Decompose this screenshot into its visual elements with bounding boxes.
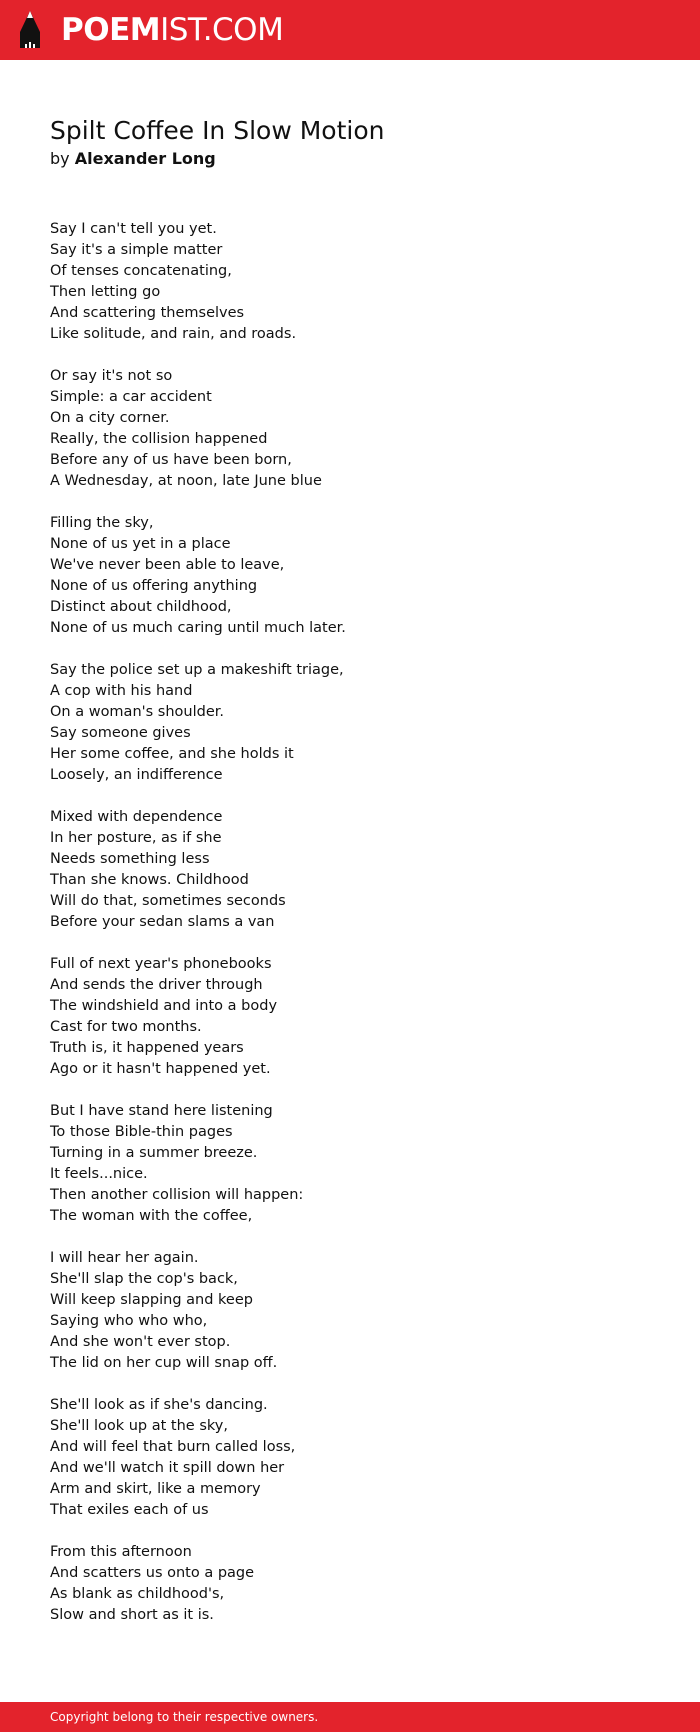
- poem-line: As blank as childhood's,: [50, 1586, 225, 1602]
- poem-line: The windshield and into a body: [50, 998, 278, 1014]
- stanza: [50, 807, 650, 933]
- poem-line: Say the police set up a makeshift triage,: [50, 662, 344, 678]
- poem-line: Simple: a car accident: [50, 389, 212, 405]
- poem-line: Arm and skirt, like a memory: [50, 1481, 261, 1497]
- logo-text-thin: IST.COM: [160, 12, 284, 48]
- poem-line: Like solitude, and rain, and roads.: [50, 326, 297, 342]
- poem-line: Slow and short as it is.: [50, 1607, 214, 1623]
- poem-line: Truth is, it happened years: [50, 1040, 244, 1056]
- poem-line: Her some coffee, and she holds it: [50, 746, 294, 762]
- poem-line: A Wednesday, at noon, late June blue: [50, 473, 322, 489]
- poem-line: And scatters us onto a page: [50, 1565, 255, 1581]
- poem-line: Mixed with dependence: [50, 809, 223, 825]
- poem-line: And we'll watch it spill down her: [50, 1460, 285, 1476]
- poem-line: Will keep slapping and keep: [50, 1292, 253, 1308]
- poem-line: Loosely, an indifference: [50, 767, 223, 783]
- pencil-icon[interactable]: [18, 10, 42, 50]
- poem-line: None of us much caring until much later.: [50, 620, 346, 636]
- site-logo[interactable]: [61, 9, 283, 51]
- poem-line: I will hear her again.: [50, 1250, 199, 1266]
- poem-line: Say it's a simple matter: [50, 242, 223, 258]
- poem-line: Will do that, sometimes seconds: [50, 893, 286, 909]
- poem-line: A cop with his hand: [50, 683, 193, 699]
- poem-line: Then letting go: [50, 284, 161, 300]
- stanza: [50, 219, 650, 345]
- site-footer: [0, 1702, 700, 1732]
- stanza: [50, 1101, 650, 1227]
- poem-line: Filling the sky,: [50, 515, 154, 531]
- poem-line: Of tenses concatenating,: [50, 263, 232, 279]
- stanza: [50, 513, 650, 639]
- poem-line: We've never been able to leave,: [50, 557, 285, 573]
- poem-line: To those Bible-thin pages: [50, 1124, 233, 1140]
- stanza: [50, 660, 650, 786]
- poem-line: None of us offering anything: [50, 578, 258, 594]
- poem-line: Full of next year's phonebooks: [50, 956, 272, 972]
- logo-text-bold: POEM: [61, 12, 161, 48]
- poem-line: Really, the collision happened: [50, 431, 268, 447]
- poem-line: Needs something less: [50, 851, 210, 867]
- poem-line: She'll look up at the sky,: [50, 1418, 228, 1434]
- poem-line: Then another collision will happen:: [50, 1187, 304, 1203]
- stanza: [50, 954, 650, 1080]
- poem-line: It feels...nice.: [50, 1166, 148, 1182]
- poem-line: The woman with the coffee,: [50, 1208, 253, 1224]
- poem-line: Before your sedan slams a van: [50, 914, 275, 930]
- stanza: [50, 1248, 650, 1374]
- stanza: [50, 366, 650, 492]
- stanza: [50, 1395, 650, 1521]
- poem-line: On a woman's shoulder.: [50, 704, 224, 720]
- poem-line: None of us yet in a place: [50, 536, 231, 552]
- poem-line: And sends the driver through: [50, 977, 263, 993]
- poem-line: Or say it's not so: [50, 368, 173, 384]
- poem-line: From this afternoon: [50, 1544, 192, 1560]
- poem-line: And she won't ever stop.: [50, 1334, 231, 1350]
- stanza: [50, 1542, 650, 1626]
- poem-line: Say someone gives: [50, 725, 191, 741]
- poem-line: She'll look as if she's dancing.: [50, 1397, 268, 1413]
- copyright-text: Copyright belong to their respective owners.: [50, 1710, 319, 1724]
- site-header: [0, 0, 700, 60]
- poem-line: Say I can't tell you yet.: [50, 221, 217, 237]
- poem-line: And scattering themselves: [50, 305, 245, 321]
- author-name: Alexander Long: [74, 149, 216, 168]
- poem-line: Ago or it hasn't happened yet.: [50, 1061, 271, 1077]
- poem-line: Distinct about childhood,: [50, 599, 232, 615]
- poem-line: And will feel that burn called loss,: [50, 1439, 296, 1455]
- poem-body: [50, 219, 650, 1647]
- byline: [50, 147, 216, 171]
- poem-line: That exiles each of us: [50, 1502, 209, 1518]
- poem-line: The lid on her cup will snap off.: [50, 1355, 278, 1371]
- poem-line: Before any of us have been born,: [50, 452, 292, 468]
- poem-line: But I have stand here listening: [50, 1103, 273, 1119]
- poem-line: Turning in a summer breeze.: [50, 1145, 258, 1161]
- poem-line: Cast for two months.: [50, 1019, 202, 1035]
- poem-line: On a city corner.: [50, 410, 170, 426]
- poem-line: She'll slap the cop's back,: [50, 1271, 238, 1287]
- poem-line: Saying who who who,: [50, 1313, 208, 1329]
- poem-line: In her posture, as if she: [50, 830, 222, 846]
- by-label: by: [50, 149, 70, 168]
- poem-line: Than she knows. Childhood: [50, 872, 249, 888]
- poem-title: Spilt Coffee In Slow Motion: [50, 116, 385, 145]
